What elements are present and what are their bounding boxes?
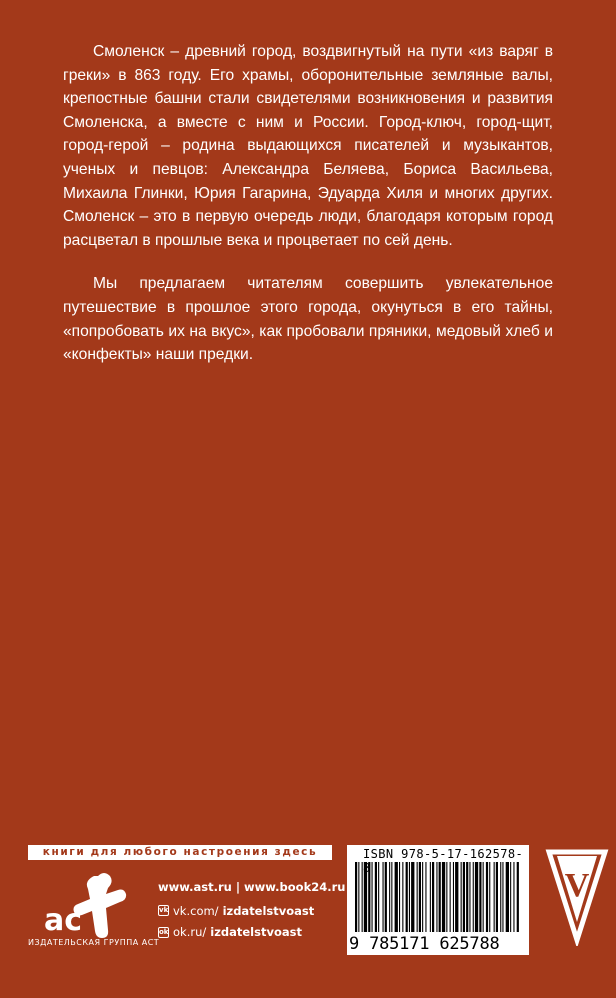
barcode-graphic (355, 862, 521, 936)
barcode-bar (496, 862, 498, 932)
barcode-bar (389, 862, 390, 932)
ok-icon: ok (159, 927, 169, 936)
barcode-bar (436, 862, 437, 932)
barcode-bar (417, 862, 418, 932)
vk-handle: izdatelstvoast (222, 903, 315, 918)
ast-logo-icon (30, 868, 140, 948)
description-paragraph-2: Мы предлагаем читателям совершить увлекательное путешествие в прошлое этого города, окунуться в его тайны, «попробовать их на вкус», как пробовали пряники, медовый хлеб и «конфекты» наши предки. (63, 275, 553, 364)
publisher-caption: ИЗДАТЕЛЬСКАЯ ГРУППА АСТ (28, 938, 160, 947)
barcode-bar (364, 862, 367, 932)
barcode-bar (450, 862, 451, 932)
vk-row[interactable] (158, 903, 345, 920)
website-separator: | (235, 880, 241, 894)
barcode-bar (358, 862, 359, 932)
barcode-bar (461, 862, 462, 932)
barcode-bar (375, 862, 377, 932)
barcode-bar (402, 862, 403, 932)
barcode-bar (399, 862, 400, 932)
barcode-bar (425, 862, 426, 932)
barcode-bar (517, 862, 519, 932)
ok-prefix: ok.ru/ (173, 925, 207, 939)
barcode-bar (486, 862, 488, 932)
barcode-bar (368, 862, 370, 932)
barcode-bar (419, 862, 421, 932)
barcode-bar (383, 862, 384, 932)
barcode-bar (489, 862, 490, 932)
vk-icon: vk (159, 906, 169, 915)
barcode-bar (430, 862, 431, 932)
tagline-banner: книги для любого настроения здесь (28, 845, 332, 860)
barcode-bar (446, 862, 447, 932)
barcode-bar (483, 862, 484, 932)
barcode-bar (422, 862, 423, 932)
barcode-bar (473, 862, 474, 932)
website-link-ast[interactable]: www.ast.ru (158, 880, 232, 894)
description-text (63, 40, 553, 367)
barcode-bar (378, 862, 379, 932)
barcode-bar (362, 862, 363, 932)
barcode-bar (513, 862, 514, 932)
barcode-bar (466, 862, 468, 932)
ok-row[interactable] (158, 924, 345, 941)
description-paragraph-1: Смоленск – древний город, воздвигнутый на пути «из варяг в греки» в 863 году. Его храмы, оборонительные земляные валы, крепостные башни стали свидетелями возникновения и развития Смоленска, а вместе с ним и России. Город-ключ, город-щит, город-герой – родина выдающихся писателей и музыкантов, ученых и певцов: Александра Беляева, Бориса Васильева, Михаила Глинки, Юрия Гагарина, Эдуарда Хиля и многих других. Смоленск – это в первую очередь люди, благодаря которым город расцветал в прошлые века и процветает по сей день. (63, 43, 553, 249)
rating-letter: V (564, 867, 590, 904)
barcode-bar (432, 862, 434, 932)
barcode-bar (479, 862, 481, 932)
ok-handle: izdatelstvoast (210, 925, 302, 939)
barcode-bar (372, 862, 373, 932)
website-link-book24[interactable]: www.book24.ru (244, 880, 346, 894)
barcode-bar (455, 862, 458, 932)
barcode-bar (500, 862, 501, 932)
barcode-bar (395, 862, 398, 932)
barcode-bar (506, 862, 509, 932)
vk-prefix: vk.com/ (173, 903, 219, 918)
barcode-bar (391, 862, 392, 932)
age-rating-mark-icon (545, 846, 609, 946)
isbn-label: ISBN 978-5-17-162578- (363, 847, 524, 861)
barcode-bar (355, 862, 357, 932)
barcode-bar (510, 862, 511, 932)
barcode-bar (502, 862, 503, 932)
barcode-bar (453, 862, 454, 932)
barcode-bar (469, 862, 470, 932)
logo-letters: ас (44, 903, 83, 938)
barcode-bar (475, 862, 478, 932)
barcode-bar (442, 862, 445, 932)
barcode-bar (409, 862, 410, 932)
barcode-digits: 9 785171 625788 (349, 934, 500, 954)
barcode-bar (406, 862, 408, 932)
barcode-panel (347, 845, 529, 955)
barcode-bar (385, 862, 387, 932)
barcode-bar (494, 862, 495, 932)
barcode-bar (439, 862, 441, 932)
barcode-bar (463, 862, 465, 932)
publisher-links (158, 879, 345, 946)
barcode-bar (411, 862, 414, 932)
website-row (158, 879, 345, 896)
